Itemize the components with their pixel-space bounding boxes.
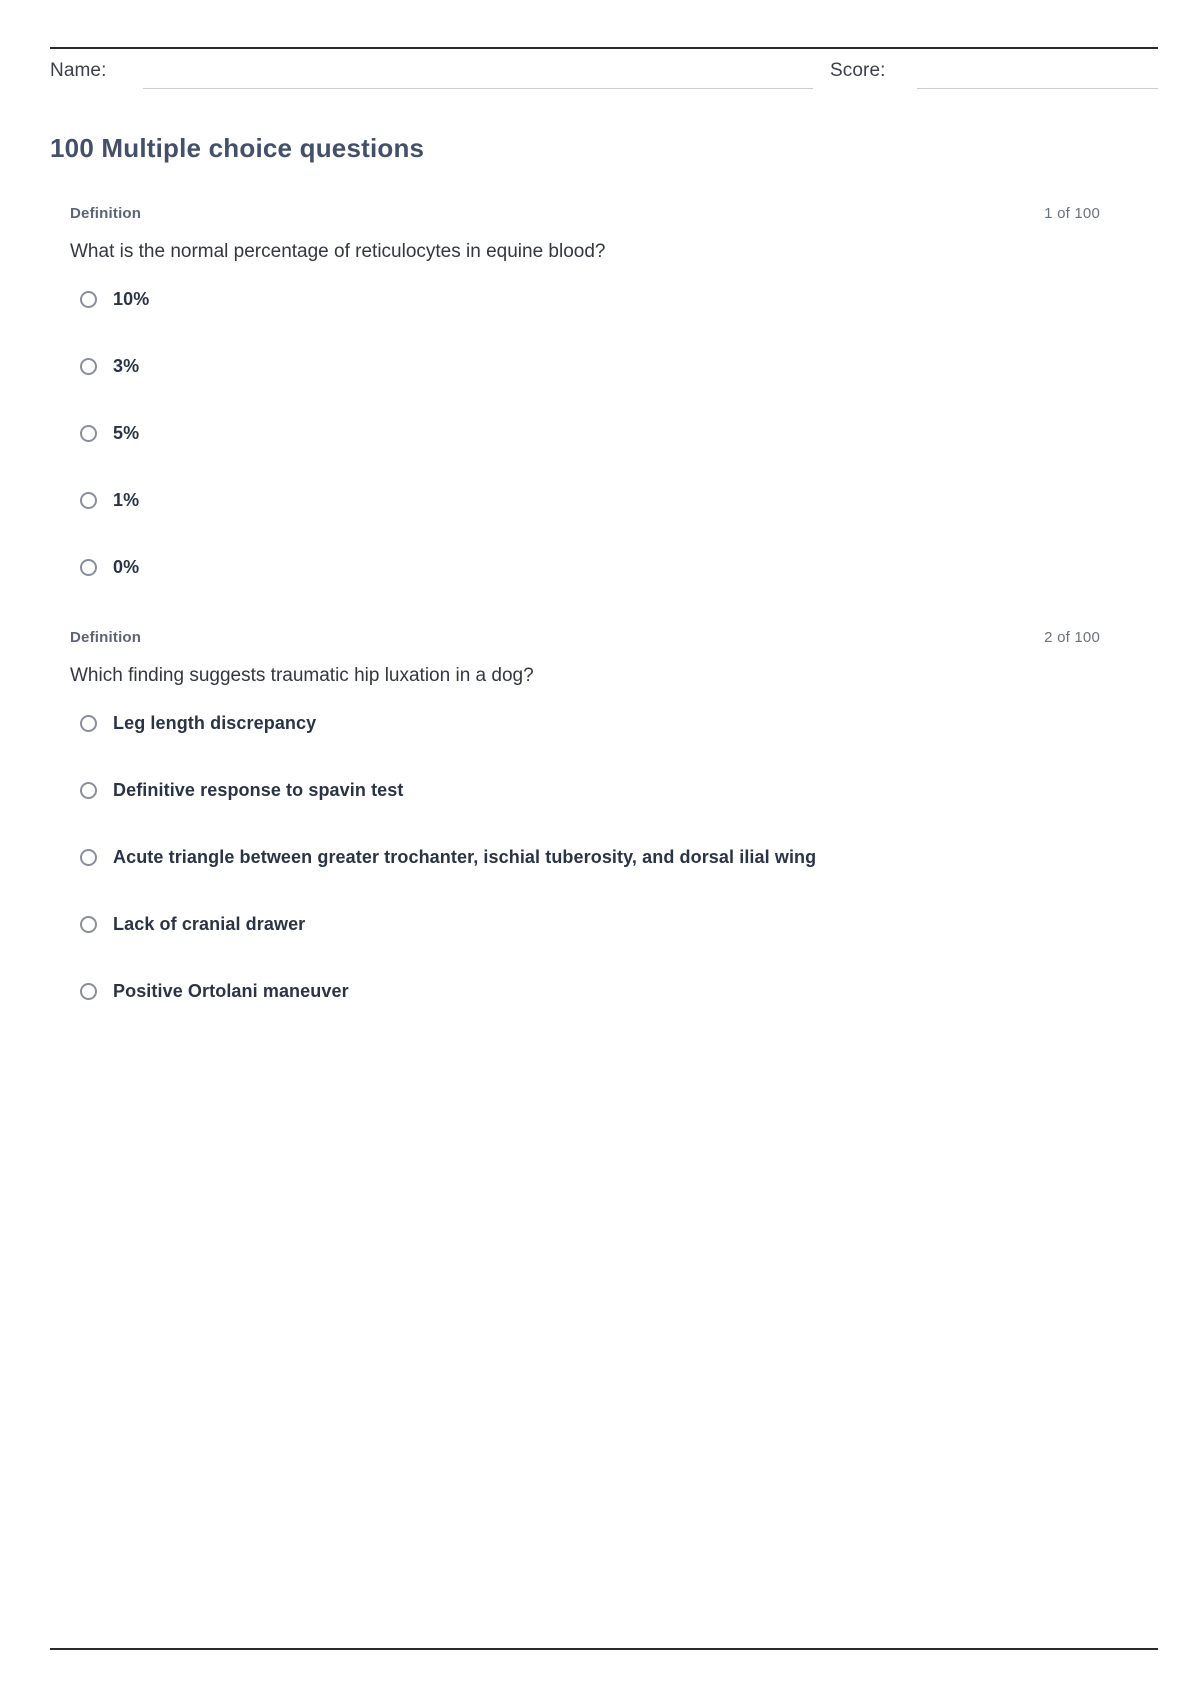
- question-spacer: [70, 601, 1100, 629]
- choice-list: [70, 285, 1100, 583]
- choice-label: Leg length discrepancy: [113, 712, 317, 733]
- choice-option[interactable]: [70, 352, 1100, 382]
- radio-button-icon[interactable]: [80, 782, 97, 799]
- question-item: [70, 629, 1100, 1007]
- choice-label: 3%: [113, 356, 140, 377]
- radio-button-icon[interactable]: [80, 849, 97, 866]
- top-divider: [50, 47, 1158, 49]
- radio-button-icon[interactable]: [80, 291, 97, 308]
- choice-label: Lack of cranial drawer: [113, 913, 306, 934]
- worksheet-header: [50, 58, 1158, 90]
- choice-option[interactable]: [70, 775, 1100, 805]
- choice-option[interactable]: [70, 419, 1100, 449]
- score-write-in-line[interactable]: [917, 88, 1158, 89]
- choice-option[interactable]: [70, 553, 1100, 583]
- choice-label: Positive Ortolani maneuver: [113, 980, 349, 1001]
- choice-label: 0%: [113, 557, 140, 578]
- choice-option[interactable]: [70, 486, 1100, 516]
- radio-button-icon[interactable]: [80, 559, 97, 576]
- question-item: [70, 205, 1100, 583]
- question-list: [70, 205, 1100, 1024]
- radio-button-icon[interactable]: [80, 358, 97, 375]
- choice-option[interactable]: [70, 285, 1100, 315]
- question-counter: 1 of 100: [1044, 205, 1100, 222]
- radio-button-icon[interactable]: [80, 715, 97, 732]
- radio-button-icon[interactable]: [80, 983, 97, 1000]
- question-meta: [70, 205, 1100, 227]
- radio-button-icon[interactable]: [80, 492, 97, 509]
- choice-label: 5%: [113, 423, 140, 444]
- choice-label: Definitive response to spavin test: [113, 779, 404, 800]
- radio-button-icon[interactable]: [80, 425, 97, 442]
- choice-option[interactable]: [70, 842, 1100, 872]
- choice-option[interactable]: [70, 708, 1100, 738]
- question-type-label: Definition: [70, 205, 142, 222]
- choice-option[interactable]: [70, 909, 1100, 939]
- question-type-label: Definition: [70, 628, 142, 646]
- question-prompt: Which finding suggests traumatic hip luxation in a dog?: [70, 664, 534, 686]
- name-label: Name:: [50, 60, 107, 81]
- choice-label: 10%: [113, 289, 150, 310]
- name-write-in-line[interactable]: [143, 88, 813, 89]
- choice-option[interactable]: [70, 976, 1100, 1006]
- page-title: 100 Multiple choice questions: [50, 133, 425, 163]
- choice-label: Acute triangle between greater trochanter, ischial tuberosity, and dorsal ilial wing: [113, 846, 817, 867]
- choice-label: 1%: [113, 490, 140, 511]
- choice-list: [70, 708, 1100, 1006]
- score-label: Score:: [830, 60, 886, 81]
- question-meta: [70, 629, 1100, 651]
- bottom-divider: [50, 1648, 1158, 1650]
- question-counter: 2 of 100: [1044, 628, 1100, 646]
- radio-button-icon[interactable]: [80, 916, 97, 933]
- question-prompt: What is the normal percentage of reticulocytes in equine blood?: [70, 241, 606, 262]
